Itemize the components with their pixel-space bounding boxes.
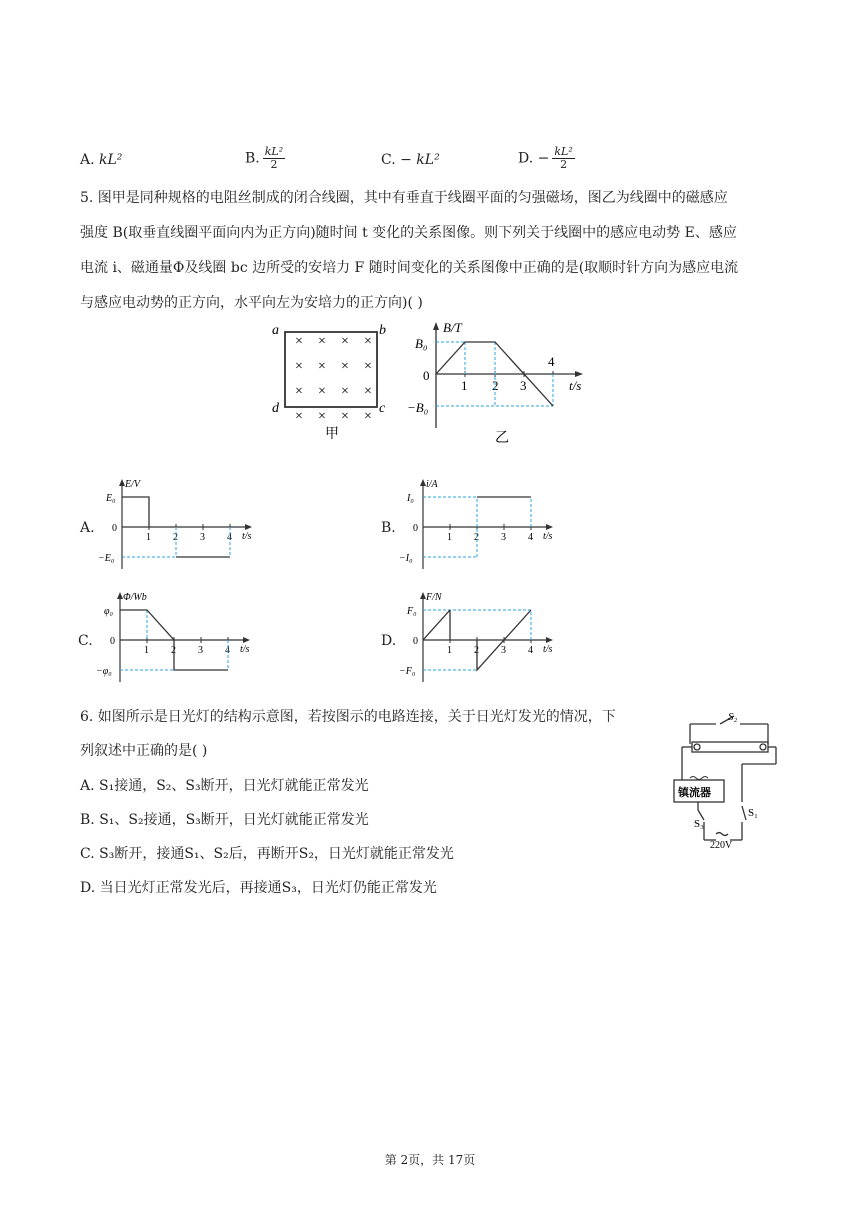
q6-line-1: 6. 如图所示是日光灯的结构示意图，若按图示的电路连接，关于日光灯发光的情况，下 (80, 709, 616, 725)
svg-text:B₀: B₀ (415, 336, 428, 351)
field-cross: × (295, 384, 303, 399)
svg-text:1: 1 (461, 378, 468, 393)
q5-option-d-label: D. (381, 633, 397, 649)
svg-text:2: 2 (492, 378, 499, 393)
svg-text:F₀: F₀ (407, 606, 417, 617)
q4-option-d: D. − $\frac{\text{kL²}}{2}$ (518, 145, 573, 171)
q5-option-c-graph (90, 590, 270, 690)
svg-text:t/s: t/s (543, 531, 553, 542)
q4-option-c: C. − kL² (381, 152, 440, 168)
svg-text:t/s: t/s (569, 378, 582, 393)
svg-text:S₃: S₃ (694, 818, 704, 830)
svg-text:0: 0 (413, 523, 418, 534)
q6-option-b: B. S₁、S₂接通，S₃断开，日光灯就能正常发光 (80, 812, 369, 828)
svg-text:I₀: I₀ (407, 493, 414, 504)
svg-text:2: 2 (474, 532, 479, 543)
svg-text:−E₀: −E₀ (98, 553, 115, 564)
q6-line-2: 列叙述中正确的是( ) (80, 743, 208, 759)
svg-text:S₂: S₂ (728, 711, 738, 723)
svg-text:−φ₀: −φ₀ (96, 666, 112, 677)
label-b: b (379, 323, 386, 338)
caption-jia: 甲 (325, 427, 339, 442)
field-cross: × (341, 409, 349, 424)
svg-text:t/s: t/s (543, 644, 553, 655)
q5-line-2: 强度 B(取垂直线圈平面向内为正方向)随时间 t 变化的关系图像。则下列关于线圈中的感应电动势 E、感应 (80, 225, 737, 241)
ballast-coil-icon (690, 777, 708, 780)
svg-text:−B₀: −B₀ (407, 400, 429, 415)
field-crosses (295, 334, 372, 424)
field-cross: × (318, 409, 326, 424)
svg-text:4: 4 (528, 532, 533, 543)
svg-text:φ₀: φ₀ (104, 606, 114, 617)
label-c: c (379, 401, 386, 416)
svg-text:3: 3 (501, 532, 506, 543)
svg-text:4: 4 (528, 645, 533, 656)
svg-text:1: 1 (447, 645, 452, 656)
field-cross: × (341, 334, 349, 349)
svg-text:0: 0 (413, 636, 418, 647)
field-cross: × (295, 334, 303, 349)
svg-text:F/N: F/N (426, 592, 442, 603)
figure-jia (268, 318, 398, 448)
fluorescent-circuit (670, 702, 785, 850)
svg-text:220V: 220V (710, 840, 733, 850)
field-cross: × (364, 409, 372, 424)
svg-text:Φ/Wb: Φ/Wb (123, 592, 147, 603)
svg-text:E/V: E/V (125, 479, 140, 490)
label-d: d (272, 401, 279, 416)
caption-yi: 乙 (495, 431, 509, 446)
svg-text:S₁: S₁ (748, 807, 758, 819)
q5-option-b-label: B. (381, 520, 396, 536)
svg-text:−I₀: −I₀ (399, 553, 413, 564)
q5-option-d-graph (393, 590, 573, 690)
field-cross: × (295, 409, 303, 424)
page-footer: 第 2页，共 17页 (384, 1153, 476, 1167)
q6-option-d: D. 当日光灯正常发光后，再接通S₃，日光灯仍能正常发光 (80, 880, 437, 896)
svg-text:4: 4 (548, 354, 555, 369)
q5-option-a-label: A. (80, 520, 95, 536)
svg-text:E₀: E₀ (106, 493, 116, 504)
q4-option-a: A. kL² (80, 152, 123, 168)
svg-text:3: 3 (501, 645, 506, 656)
label-a: a (272, 323, 279, 338)
field-cross: × (295, 359, 303, 374)
svg-text:4: 4 (227, 532, 232, 543)
svg-text:4: 4 (225, 645, 230, 656)
q4-option-b: B. $\frac{\text{kL²}}{2}$ (245, 145, 284, 171)
svg-text:0: 0 (112, 523, 117, 534)
svg-text:i/A: i/A (426, 479, 438, 490)
svg-text:t/s: t/s (242, 531, 252, 542)
svg-text:B/T: B/T (443, 320, 462, 335)
q5-option-b-graph (393, 477, 573, 577)
svg-text:−F₀: −F₀ (399, 666, 416, 677)
field-cross: × (364, 359, 372, 374)
svg-text:2: 2 (173, 532, 178, 543)
q5-line-1: 5. 图甲是同种规格的电阻丝制成的闭合线圈，其中有垂直于线圈平面的匀强磁场，图乙为线圈中的磁感应 (80, 190, 728, 206)
q6-option-c: C. S₃断开，接通S₁、S₂后，再断开S₂，日光灯就能正常发光 (80, 846, 454, 862)
svg-text:1: 1 (146, 532, 151, 543)
field-cross: × (341, 359, 349, 374)
q5-line-4: 与感应电动势的正方向，水平向左为安培力的正方向)( ) (80, 295, 423, 311)
field-cross: × (364, 334, 372, 349)
svg-text:t/s: t/s (240, 644, 250, 655)
q5-line-3: 电流 i、磁通量Φ及线圈 bc 边所受的安培力 F 随时间变化的关系图像中正确的是(取顺时针方向为感应电流 (80, 260, 739, 276)
field-cross: × (364, 384, 372, 399)
svg-text:0: 0 (423, 368, 430, 383)
q5-option-c-label: C. (78, 633, 93, 649)
svg-text:2: 2 (474, 645, 479, 656)
q6-option-a: A. S₁接通，S₂、S₃断开，日光灯就能正常发光 (80, 778, 369, 794)
q5-option-a-graph (92, 477, 272, 577)
svg-text:3: 3 (200, 532, 205, 543)
svg-text:0: 0 (110, 636, 115, 647)
field-cross: × (318, 359, 326, 374)
svg-text:3: 3 (198, 645, 203, 656)
svg-text:3: 3 (520, 378, 527, 393)
field-cross: × (318, 384, 326, 399)
field-cross: × (318, 334, 326, 349)
field-cross: × (341, 384, 349, 399)
svg-text:1: 1 (447, 532, 452, 543)
svg-text:1: 1 (144, 645, 149, 656)
svg-text:2: 2 (171, 645, 176, 656)
svg-text:镇流器: 镇流器 (678, 787, 711, 799)
figure-yi (403, 318, 603, 448)
